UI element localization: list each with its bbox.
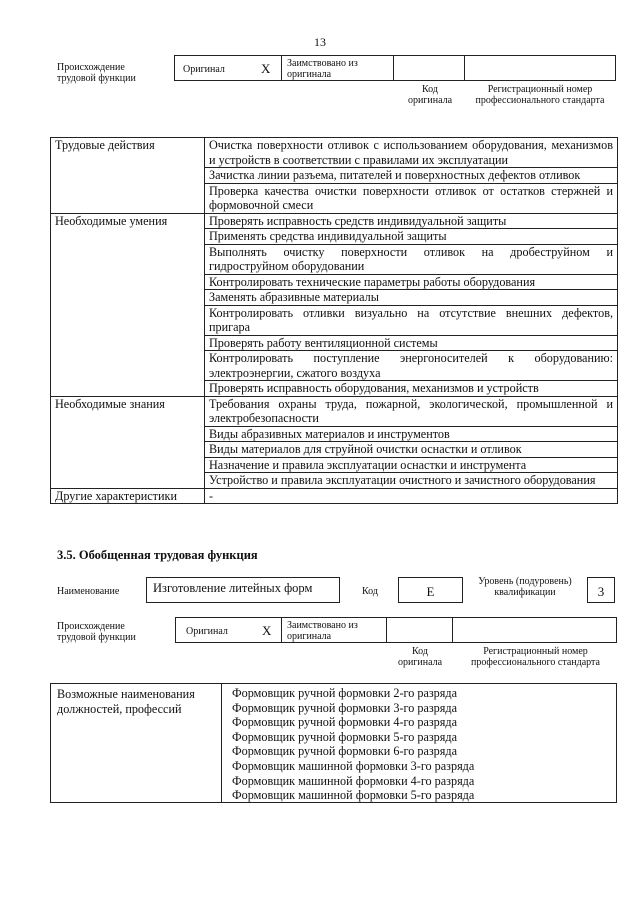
table-row bbox=[51, 138, 618, 168]
table-row bbox=[51, 488, 618, 504]
reg-number-cell bbox=[452, 617, 617, 643]
positions-table bbox=[50, 683, 617, 803]
borrowed-label: Заимствовано из оригинала bbox=[287, 620, 358, 642]
table-row bbox=[51, 396, 618, 426]
level-value-cell bbox=[587, 577, 615, 603]
list-item: Формовщик ручной формовки 4-го разряда bbox=[232, 715, 457, 730]
borrowed-label: Заимствовано из оригинала bbox=[287, 58, 358, 80]
reg-number-caption: Регистрационный номер профессионального стандарта bbox=[471, 646, 600, 668]
original-mark: X bbox=[262, 623, 272, 638]
name-value: Изготовление литейных форм bbox=[153, 581, 313, 595]
list-item: Контролировать технические параметры работы оборудования bbox=[205, 274, 618, 290]
list-item: Заменять абразивные материалы bbox=[205, 290, 618, 306]
list-item: Проверять исправность средств индивидуальной защиты bbox=[205, 213, 618, 229]
level-label: Уровень (подуровень) квалификации bbox=[478, 576, 572, 598]
list-item: Назначение и правила эксплуатации оснастки и инструмента bbox=[205, 457, 618, 473]
section-title: Другие характеристики bbox=[51, 488, 205, 504]
name-value-cell bbox=[146, 577, 340, 603]
section-title: Трудовые действия bbox=[51, 138, 205, 214]
list-item: Очистка поверхности отливок с использованием оборудования, механизмов и устройств в соответствии с правилами их эксплуатации bbox=[205, 138, 618, 168]
original-label: Оригинал bbox=[186, 626, 228, 637]
reg-number-caption: Регистрационный номер профессионального стандарта bbox=[475, 84, 605, 106]
borrowed-cell bbox=[281, 55, 394, 81]
list-item: Виды абразивных материалов и инструментов bbox=[205, 426, 618, 442]
list-item: Формовщик машинной формовки 5-го разряда bbox=[232, 788, 475, 803]
code-original-cell bbox=[386, 617, 453, 643]
code-value: E bbox=[426, 584, 435, 599]
list-item: Формовщик ручной формовки 2-го разряда bbox=[232, 686, 457, 700]
original-cell bbox=[174, 55, 282, 81]
list-item: Выполнять очистку поверхности отливок на дробеструйном и гидроструйном оборудовании bbox=[205, 244, 618, 274]
list-item: Контролировать отливки визуально на отсутствие внешних дефектов, пригара bbox=[205, 305, 618, 335]
level-value: 3 bbox=[597, 584, 605, 599]
code-label: Код bbox=[362, 586, 378, 597]
positions-list bbox=[232, 686, 612, 803]
section-title: Необходимые знания bbox=[51, 396, 205, 488]
list-item: Применять средства индивидуальной защиты bbox=[205, 229, 618, 245]
list-item: Формовщик машинной формовки 4-го разряда bbox=[232, 773, 475, 788]
original-mark: X bbox=[261, 61, 271, 76]
list-item: Проверять работу вентиляционной системы bbox=[205, 335, 618, 351]
origin-label: Происхождение трудовой функции bbox=[57, 62, 136, 84]
code-original-caption: Код оригинала bbox=[407, 84, 453, 106]
list-item: Формовщик ручной формовки 6-го разряда bbox=[232, 744, 457, 759]
column-divider bbox=[221, 684, 222, 802]
origin-label: Происхождение трудовой функции bbox=[57, 621, 136, 643]
code-original-caption: Код оригинала bbox=[397, 646, 443, 668]
code-original-cell bbox=[393, 55, 465, 81]
original-label: Оригинал bbox=[183, 64, 225, 75]
labor-function-table bbox=[50, 137, 618, 504]
borrowed-cell bbox=[281, 617, 387, 643]
list-item: Формовщик ручной формовки 3-го разряда bbox=[232, 700, 457, 715]
list-item: Проверка качества очистки поверхности отливок от остатков стержней и формовочной смеси bbox=[205, 183, 618, 213]
page-number: 13 bbox=[314, 35, 326, 49]
list-item: Контролировать поступление энергоносителей к оборудованию: электроэнергии, сжатого воздуха bbox=[205, 351, 618, 381]
list-item: Проверять исправность оборудования, механизмов и устройств bbox=[205, 381, 618, 397]
list-item: Устройство и правила эксплуатации очистного и зачистного оборудования bbox=[205, 473, 618, 489]
section-title: Необходимые умения bbox=[51, 213, 205, 396]
positions-label: Возможные наименования должностей, профессий bbox=[57, 687, 195, 716]
original-cell bbox=[175, 617, 282, 643]
section-heading: 3.5. Обобщенная трудовая функция bbox=[57, 548, 258, 562]
code-value-cell bbox=[398, 577, 463, 603]
list-item: Зачистка линии разъема, питателей и поверхностных дефектов отливок bbox=[205, 168, 618, 184]
list-item: Виды материалов для струйной очистки оснастки и отливок bbox=[205, 442, 618, 458]
name-label: Наименование bbox=[57, 586, 120, 597]
list-item: Требования охраны труда, пожарной, экологической, промышленной и электробезопасности bbox=[205, 396, 618, 426]
list-item: Формовщик ручной формовки 5-го разряда bbox=[232, 729, 457, 744]
table-row bbox=[51, 213, 618, 229]
list-item: Формовщик машинной формовки 3-го разряда bbox=[232, 758, 475, 773]
reg-number-cell bbox=[464, 55, 616, 81]
list-item: - bbox=[205, 488, 618, 504]
